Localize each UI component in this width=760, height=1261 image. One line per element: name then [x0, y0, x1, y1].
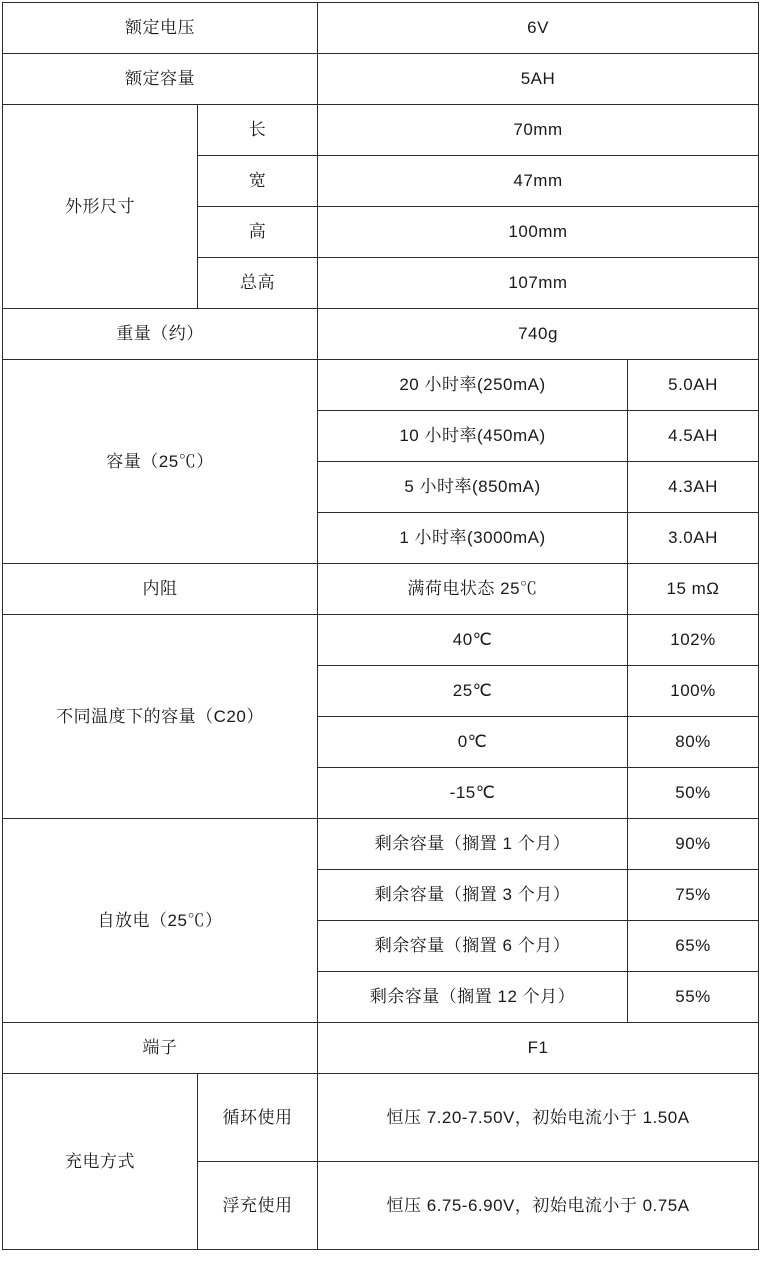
row-label-rated-capacity: 额定容量 — [3, 54, 318, 105]
table-row — [3, 819, 759, 870]
self-discharge-6month: 剩余容量（搁置 6 个月） — [318, 921, 628, 972]
battery-specification-table — [2, 2, 759, 1250]
dimension-sub-length: 长 — [198, 105, 318, 156]
internal-resistance-condition: 满荷电状态 25℃ — [318, 564, 628, 615]
row-value-terminal: F1 — [318, 1023, 759, 1074]
capacity-value-1h: 3.0AH — [628, 513, 759, 564]
row-label-charging-method: 充电方式 — [3, 1074, 198, 1250]
capacity-rate-10h: 10 小时率(450mA) — [318, 411, 628, 462]
dimension-value-width: 47mm — [318, 156, 759, 207]
dimension-sub-height: 高 — [198, 207, 318, 258]
row-value-rated-capacity: 5AH — [318, 54, 759, 105]
dimension-value-length: 70mm — [318, 105, 759, 156]
capacity-rate-5h: 5 小时率(850mA) — [318, 462, 628, 513]
charging-cycle-use-label: 循环使用 — [198, 1074, 318, 1162]
self-discharge-3month-value: 75% — [628, 870, 759, 921]
row-label-capacity-vs-temperature: 不同温度下的容量（C20） — [3, 615, 318, 819]
charging-cycle-use-value: 恒压 7.20-7.50V，初始电流小于 1.50A — [318, 1074, 759, 1162]
row-label-terminal: 端子 — [3, 1023, 318, 1074]
row-label-internal-resistance: 内阻 — [3, 564, 318, 615]
dimension-value-height: 100mm — [318, 207, 759, 258]
temperature-minus15c: -15℃ — [318, 768, 628, 819]
temperature-minus15c-value: 50% — [628, 768, 759, 819]
internal-resistance-value: 15 mΩ — [628, 564, 759, 615]
self-discharge-1month: 剩余容量（搁置 1 个月） — [318, 819, 628, 870]
charging-float-use-label: 浮充使用 — [198, 1162, 318, 1250]
dimension-sub-total-height: 总高 — [198, 258, 318, 309]
capacity-value-20h: 5.0AH — [628, 360, 759, 411]
table-row — [3, 54, 759, 105]
capacity-rate-20h: 20 小时率(250mA) — [318, 360, 628, 411]
row-label-capacity-25c: 容量（25℃） — [3, 360, 318, 564]
temperature-25c: 25℃ — [318, 666, 628, 717]
charging-float-use-value: 恒压 6.75-6.90V，初始电流小于 0.75A — [318, 1162, 759, 1250]
row-value-rated-voltage: 6V — [318, 3, 759, 54]
table-row — [3, 1074, 759, 1162]
table-row — [3, 105, 759, 156]
table-row — [3, 615, 759, 666]
table-row — [3, 3, 759, 54]
capacity-value-10h: 4.5AH — [628, 411, 759, 462]
self-discharge-12month: 剩余容量（搁置 12 个月） — [318, 972, 628, 1023]
row-label-self-discharge: 自放电（25℃） — [3, 819, 318, 1023]
self-discharge-12month-value: 55% — [628, 972, 759, 1023]
temperature-0c-value: 80% — [628, 717, 759, 768]
table-row — [3, 309, 759, 360]
row-label-dimensions: 外形尺寸 — [3, 105, 198, 309]
row-label-rated-voltage: 额定电压 — [3, 3, 318, 54]
self-discharge-6month-value: 65% — [628, 921, 759, 972]
dimension-value-total-height: 107mm — [318, 258, 759, 309]
self-discharge-1month-value: 90% — [628, 819, 759, 870]
capacity-rate-1h: 1 小时率(3000mA) — [318, 513, 628, 564]
temperature-0c: 0℃ — [318, 717, 628, 768]
table-row — [3, 564, 759, 615]
table-row — [3, 1023, 759, 1074]
row-value-weight: 740g — [318, 309, 759, 360]
dimension-sub-width: 宽 — [198, 156, 318, 207]
temperature-40c: 40℃ — [318, 615, 628, 666]
capacity-value-5h: 4.3AH — [628, 462, 759, 513]
self-discharge-3month: 剩余容量（搁置 3 个月） — [318, 870, 628, 921]
temperature-40c-value: 102% — [628, 615, 759, 666]
row-label-weight: 重量（约） — [3, 309, 318, 360]
table-row — [3, 360, 759, 411]
temperature-25c-value: 100% — [628, 666, 759, 717]
